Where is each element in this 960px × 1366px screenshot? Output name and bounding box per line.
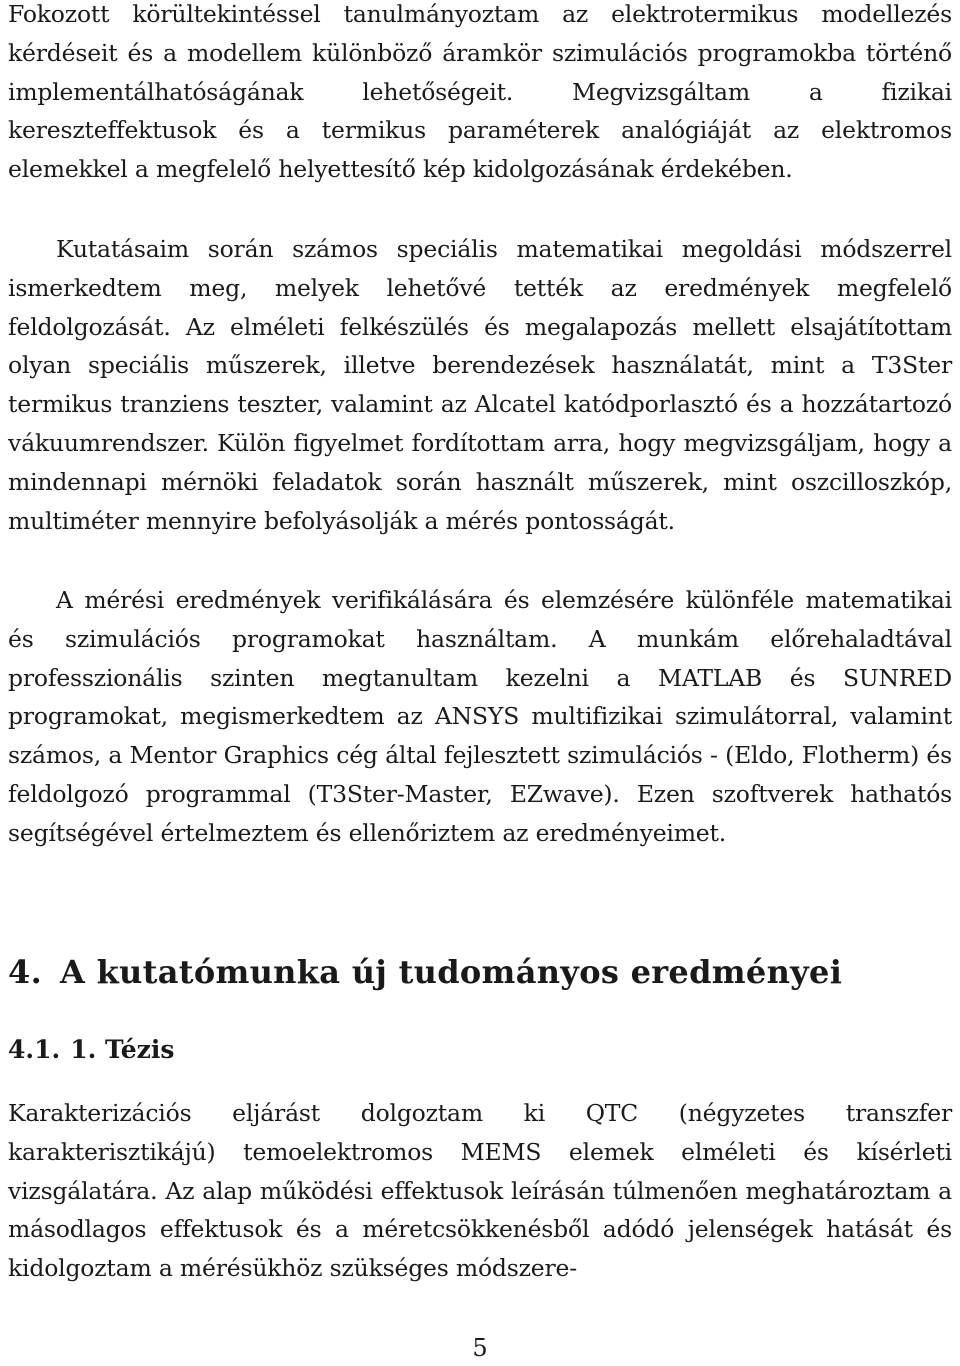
section-number: 4.: [8, 953, 43, 991]
subsection-number: 4.1.: [8, 1035, 61, 1064]
subsection-title: 1. Tézis: [70, 1035, 175, 1064]
section-heading: [8, 948, 842, 996]
page-number: 5: [472, 1334, 488, 1362]
body-paragraph: Fokozott körültekintéssel tanulmányoztam az elektrotermikus modellezés kérdéseit és a modellem különböző áramkör szimulációs programokba történő implementálhatóságának lehetőségeit. Megvizsgáltam a fizikai kereszteffektusok és a termikus paraméterek analógiáját az elektromos elemekkel a megfelelő helyettesítő kép kidolgozásának érdekében.: [8, 0, 952, 184]
body-paragraph: A mérési eredmények verifikálására és elemzésére különféle matematikai és szimulációs programokat használtam. A munkám előrehaladtával professzionális szinten megtanultam kezelni a MATLAB és SUNRED programokat, megismerkedtem az ANSYS multifizikai szimulátorral, valamint számos, a Mentor Graphics cég által fejlesztett szimulációs - (Eldo, Flotherm) és feldolgozó programmal (T3Ster-Master, EZwave). Ezen szoftverek hathatós segítségével értelmeztem és ellenőriztem az eredményeimet.: [8, 586, 952, 847]
body-paragraph: Kutatásaim során számos speciális matematikai megoldási módszerrel ismerkedtem meg, melyek lehetővé tették az eredmények megfelelő feldolgozását. Az elméleti felkészülés és megalapozás mellett elsajátítottam olyan speciális műszerek, illetve berendezések használatát, mint a T3Ster termikus tranziens teszter, valamint az Alcatel katódporlasztó és a hozzátartozó vákuumrendszer. Külön figyelmet fordítottam arra, hogy megvizsgáljam, hogy a mindennapi mérnöki feladatok során használt műszerek, mint oszcilloszkóp, multiméter mennyire befolyásolják a mérés pontosságát.: [8, 235, 952, 535]
thesis-paragraph: Karakterizációs eljárást dolgoztam ki QTC (négyzetes transzfer karakterisztikájú) temoelektromos MEMS elemek elméleti és kísérleti vizsgálatára. Az alap működési effektusok leírásán túlmenően meghatároztam a másodlagos effektusok és a méretcsökkenésből adódó jelenségek hatását és kidolgoztam a mérésükhöz szükséges módszere-: [8, 1099, 952, 1283]
subsection-heading: [8, 1031, 174, 1069]
section-title: A kutatómunka új tudományos eredményei: [60, 953, 843, 991]
